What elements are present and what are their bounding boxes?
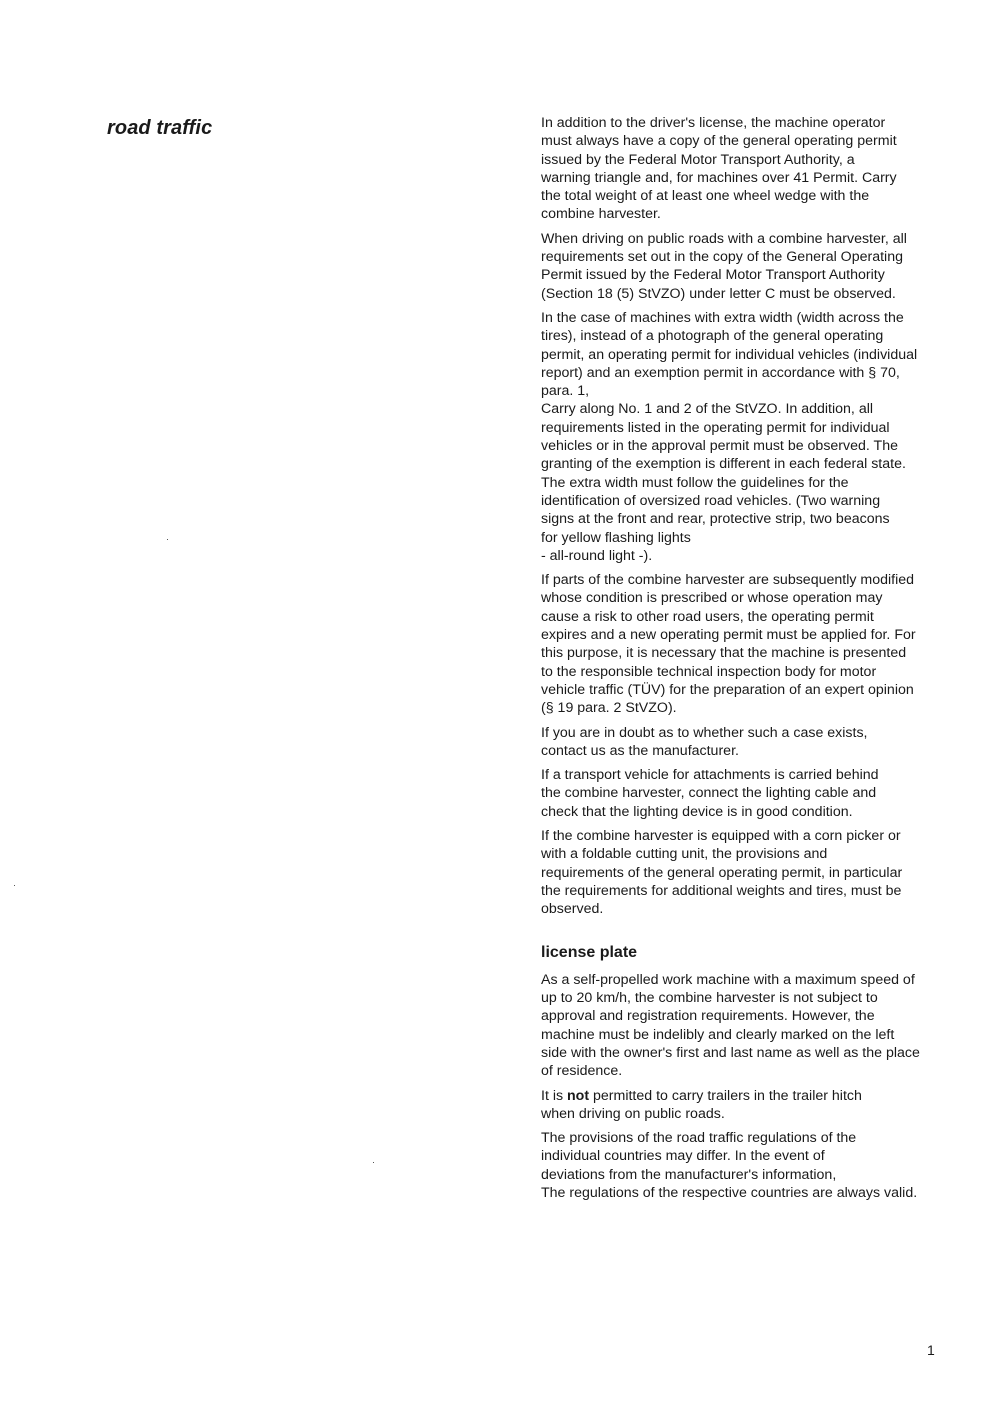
scan-speck	[14, 885, 15, 886]
trailers-text-start: It is	[541, 1087, 568, 1104]
scan-speck	[167, 539, 168, 540]
section-title: road traffic	[107, 117, 213, 139]
license-plate-heading: license plate	[541, 944, 638, 962]
paragraph-transport-vehicle: If a transport vehicle for attachments is carried behind the combine harvester, connect the lighting cable and check that the lighting device is in good condition.	[541, 767, 879, 820]
paragraph-public-roads: When driving on public roads with a combine harvester, all requirements set out in the copy of the General Operating Permit issued by the Federal Motor Transport Authority (Section 18 (5) StVZO) under letter C must be observed.	[541, 230, 907, 302]
paragraph-corn-picker: If the combine harvester is equipped with a corn picker or with a foldable cutting unit, the provisions and requirements of the general operating permit, in particular the requirements for additional weights and tires, must be observed.	[541, 827, 903, 918]
scan-speck	[373, 1162, 374, 1163]
trailers-emphasis: not	[567, 1087, 590, 1104]
paragraph-driver-license: In addition to the driver's license, the machine operator must always have a copy of the general operating permit issued by the Federal Motor Transport Authority, a warning triangle and, for machines over 41 Permit. Carry the total weight of at least one wheel wedge with the combine harvester.	[541, 115, 897, 223]
trailers-text-end: permitted to carry trailers in the trailer hitch when driving on public roads.	[541, 1087, 862, 1122]
paragraph-self-propelled: As a self-propelled work machine with a maximum speed of up to 20 km/h, the combine harvester is not subject to approval and registration requirements. However, the machine must be indelibly and clearly marked on the left side with the owner's first and last name as well as the place of residence.	[541, 971, 920, 1080]
paragraph-extra-width: In the case of machines with extra width (width across the tires), instead of a photograph of the general operating permit, an operating permit for individual vehicles (individual report) and an exemption permit in accordance with § 70, para. 1, Carry along No. 1 and 2 of the StVZO. In addition, all requirements listed in the operating permit for individual vehicles or in the approval permit must be observed. The granting of the exemption is different in each federal state. The extra width must follow the guidelines for the identification of oversized road vehicles. (Two warning signs at the front and rear, protective strip, two beacons for yellow flashing lights - all-round light -).	[541, 309, 918, 564]
paragraph-regulations: The provisions of the road traffic regulations of the individual countries may differ. In the event of deviations from the manufacturer's information, The regulations of the respective countries are always valid.	[541, 1130, 918, 1202]
page-number: 1	[927, 1342, 935, 1358]
paragraph-doubt: If you are in doubt as to whether such a case exists, contact us as the manufacturer.	[541, 724, 868, 759]
body-text-column	[541, 114, 951, 1208]
paragraph-modifications: If parts of the combine harvester are subsequently modified whose condition is prescribed or whose operation may cause a risk to other road users, the operating permit expires and a new operating permit must be applied for. For this purpose, it is necessary that the machine is presented to the responsible technical inspection body for motor vehicle traffic (TÜV) for the preparation of an expert opinion (§ 19 para. 2 StVZO).	[541, 572, 916, 717]
paragraph-trailers	[541, 1087, 951, 1124]
